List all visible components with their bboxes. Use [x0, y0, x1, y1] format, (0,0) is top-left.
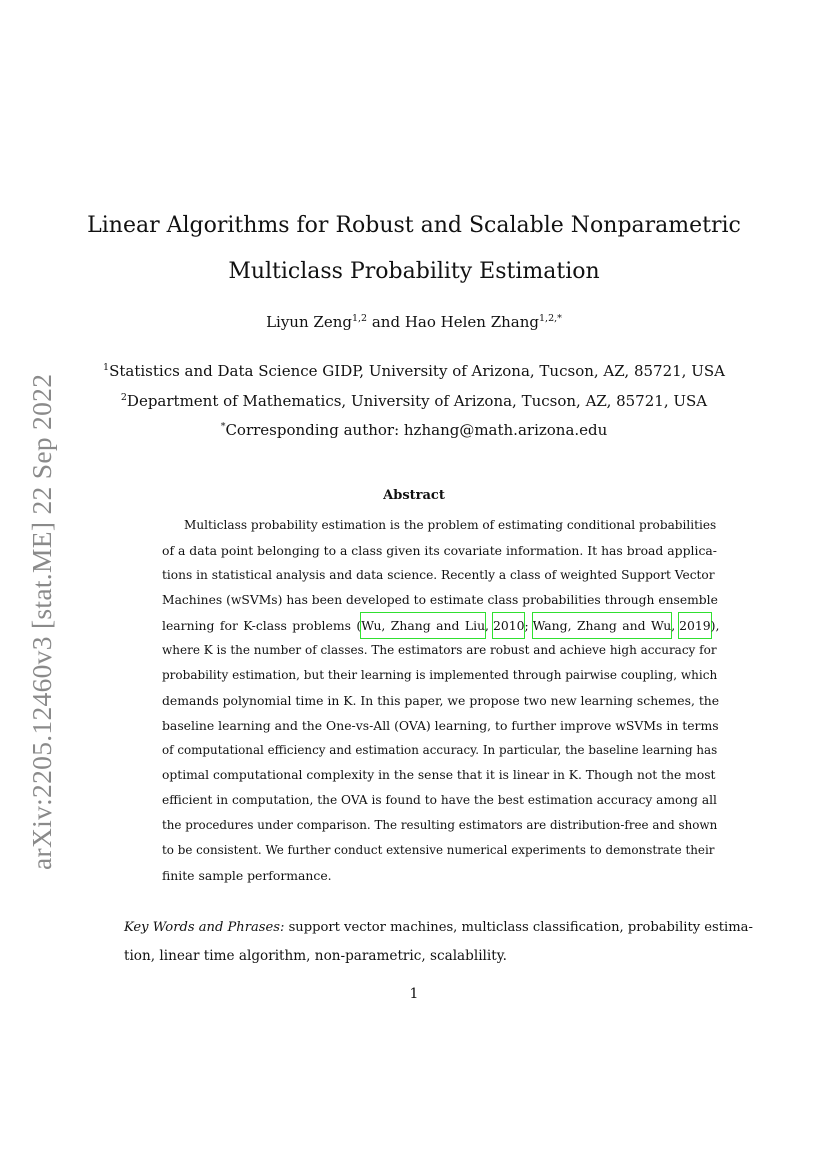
keywords-line-2: tion, linear time algorithm, non-parametric, scalablility. [124, 948, 507, 964]
abstract-line: optimal computational complexity in the sense that it is linear in K. Though not the most [162, 768, 716, 782]
affiliation-1 [0, 357, 828, 387]
affiliation-2 [0, 387, 828, 417]
abstract-line: tions in statistical analysis and data science. Recently a class of weighted Support Vector [162, 568, 715, 582]
author-1: Liyun Zeng [266, 313, 352, 331]
abstract-line: the procedures under comparison. The resulting estimators are distribution-free and shown [162, 818, 718, 832]
keywords-line-1 [124, 913, 754, 942]
abstract-line: baseline learning and the One-vs-All (OVA) learning, to further improve wSVMs in terms [162, 718, 719, 733]
abstract-line-citations [162, 613, 718, 638]
author-2-affil-marker: 1,2,* [539, 313, 562, 324]
corresponding-author-text: Corresponding author: hzhang@math.arizona.edu [225, 421, 608, 439]
abstract-body [162, 513, 718, 888]
abstract-line: where K is the number of classes. The estimators are robust and achieve high accuracy for [162, 643, 717, 657]
abstract-line: of a data point belonging to a class given its covariate information. It has broad applica- [162, 543, 717, 558]
paper-title [0, 203, 828, 295]
arxiv-id: arXiv:2205.12460v3 [stat.ME] 22 Sep 2022 [26, 373, 57, 870]
citation-link-wu-2010-authors[interactable]: Wu, Zhang and Liu [361, 613, 485, 638]
citation-separator: , [485, 618, 493, 633]
keywords-label: Key Words and Phrases: [124, 920, 285, 935]
abstract-heading: Abstract [383, 488, 445, 503]
affiliation-2-text: Department of Mathematics, University of Arizona, Tucson, AZ, 85721, USA [126, 391, 708, 410]
abstract-text: learning for K-class problems ( [162, 618, 362, 633]
affiliation-1-marker: 1 [103, 362, 110, 373]
keywords-section [124, 913, 754, 971]
abstract-line: Multiclass probability estimation is the problem of estimating conditional probabilities [184, 518, 717, 532]
abstract-line: probability estimation, but their learning is implemented through pairwise coupling, which [162, 668, 718, 682]
citation-separator: , [671, 618, 680, 633]
title-line-1: Linear Algorithms for Robust and Scalable Nonparametric [87, 213, 741, 238]
citation-link-wu-2010-year[interactable]: 2010 [493, 613, 525, 638]
citation-close: ), [710, 618, 720, 633]
affiliation-1-text: Statistics and Data Science GIDP, University of Arizona, Tucson, AZ, 85721, USA [109, 362, 725, 380]
citation-separator: ; [524, 618, 533, 633]
abstract-line: of computational efficiency and estimation accuracy. In particular, the baseline learning has [162, 743, 718, 757]
abstract-line: to be consistent. We further conduct extensive numerical experiments to demonstrate their [162, 843, 715, 857]
citation-link-wang-2019-year[interactable]: 2019 [679, 613, 711, 638]
author-2: Hao Helen Zhang [404, 313, 540, 331]
citation-link-wang-2019-authors[interactable]: Wang, Zhang and Wu [533, 613, 672, 638]
keywords-text: support vector machines, multiclass classification, probability estima- [284, 920, 753, 935]
abstract-line: Machines (wSVMs) has been developed to estimate class probabilities through ensemble [162, 593, 718, 607]
abstract-line: demands polynomial time in K. In this paper, we propose two new learning schemes, the [162, 693, 720, 708]
affiliations [0, 357, 828, 446]
abstract-line: efficient in computation, the OVA is found to have the best estimation accuracy among all [162, 793, 717, 807]
corresponding-author [0, 416, 828, 446]
title-line-2: Multiclass Probability Estimation [228, 259, 600, 284]
author-list [0, 313, 828, 331]
corresponding-marker: * [220, 421, 226, 432]
abstract-line: finite sample performance. [162, 868, 332, 883]
author-1-affil-marker: 1,2 [351, 313, 368, 324]
author-connector: and [367, 313, 405, 331]
page-number: 1 [409, 986, 419, 1002]
affiliation-2-marker: 2 [120, 391, 127, 403]
